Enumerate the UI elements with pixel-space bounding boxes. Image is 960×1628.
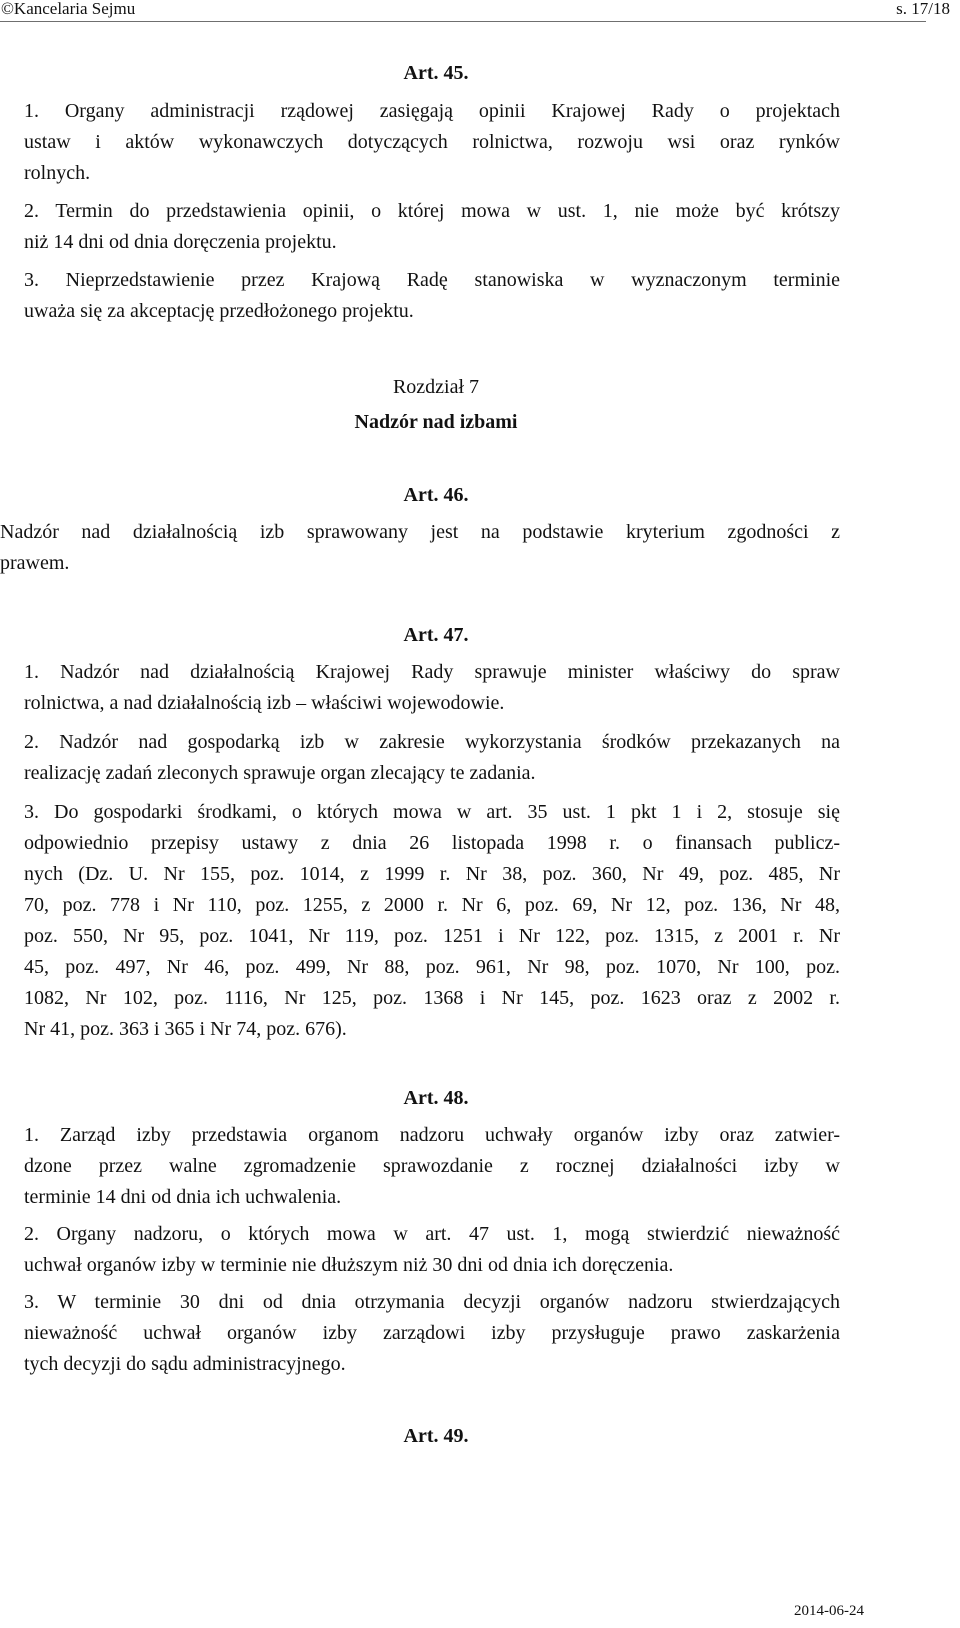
text-line: prawem. (0, 552, 70, 574)
text-line: 3. Do gospodarki środkami, o których mowa w art. 35 ust. 1 pkt 1 i 2, stosuje się (24, 801, 840, 823)
text-line: niż 14 dni od dnia doręczenia projektu. (24, 231, 337, 253)
text-line: uchwał organów izby w terminie nie dłuższym niż 30 dni od dnia ich doręczenia. (24, 1254, 674, 1276)
header-copyright: ©Kancelaria Sejmu (1, 0, 136, 18)
text-line: 1. Organy administracji rządowej zasięgają opinii Krajowej Rady o projektach (24, 100, 840, 122)
text-line: 2. Termin do przedstawienia opinii, o której mowa w ust. 1, nie może być krótszy (24, 200, 840, 222)
text-line: realizację zadań zleconych sprawuje organ zlecający te zadania. (24, 762, 536, 784)
text-line: 3. W terminie 30 dni od dnia otrzymania decyzji organów nadzoru stwierdzających (24, 1291, 840, 1313)
text-line: 45, poz. 497, Nr 46, poz. 499, Nr 88, poz. 961, Nr 98, poz. 1070, Nr 100, poz. (24, 956, 840, 978)
article-47-paragraph-3 (24, 797, 840, 1045)
text-line: odpowiednio przepisy ustawy z dnia 26 listopada 1998 r. o finansach publicz- (24, 832, 840, 854)
article-45-paragraph-3 (24, 265, 840, 327)
text-line: 70, poz. 778 i Nr 110, poz. 1255, z 2000 r. Nr 6, poz. 69, Nr 12, poz. 136, Nr 48, (24, 894, 840, 916)
article-45-paragraph-2 (24, 196, 840, 258)
article-47-title: Art. 47. (403, 624, 469, 646)
text-line: uważa się za akceptację przedłożonego projektu. (24, 300, 414, 322)
text-line: poz. 550, Nr 95, poz. 1041, Nr 119, poz. 1251 i Nr 122, poz. 1315, z 2001 r. Nr (24, 925, 840, 947)
article-49-title: Art. 49. (403, 1425, 469, 1447)
text-line: 2. Organy nadzoru, o których mowa w art. 47 ust. 1, mogą stwierdzić nieważność (24, 1223, 840, 1245)
page-header (0, 0, 960, 22)
article-48-paragraph-3 (24, 1287, 840, 1380)
text-line: Nadzór nad działalnością izb sprawowany jest na podstawie kryterium zgodności z (0, 521, 840, 543)
article-46-paragraph (0, 517, 840, 579)
text-line: nych (Dz. U. Nr 155, poz. 1014, z 1999 r. Nr 38, poz. 360, Nr 49, poz. 485, Nr (24, 863, 840, 885)
text-line: 2. Nadzór nad gospodarką izb w zakresie wykorzystania środków przekazanych na (24, 731, 840, 753)
text-line: 3. Nieprzedstawienie przez Krajową Radę stanowiska w wyznaczonym terminie (24, 269, 840, 291)
text-line: tych decyzji do sądu administracyjnego. (24, 1353, 346, 1375)
article-48-paragraph-2 (24, 1219, 840, 1281)
chapter-label: Rozdział 7 (392, 376, 480, 398)
text-line: Nr 41, poz. 363 i 365 i Nr 74, poz. 676). (24, 1018, 347, 1040)
article-45-paragraph-1 (24, 96, 840, 189)
header-divider (0, 21, 926, 22)
article-46-title: Art. 46. (403, 484, 469, 506)
text-line: 1. Zarząd izby przedstawia organom nadzoru uchwały organów izby oraz zatwier- (24, 1124, 840, 1146)
footer-date: 2014-06-24 (794, 1603, 864, 1619)
text-line: dzone przez walne zgromadzenie sprawozdanie z rocznej działalności izby w (24, 1155, 840, 1177)
text-line: nieważność uchwał organów izby zarządowi izby przysługuje prawo zaskarżenia (24, 1322, 840, 1344)
article-45-title: Art. 45. (403, 62, 469, 84)
text-line: 1. Nadzór nad działalnością Krajowej Rady sprawuje minister właściwy do spraw (24, 661, 840, 683)
article-47-paragraph-2 (24, 727, 840, 789)
chapter-title: Nadzór nad izbami (354, 411, 518, 433)
article-48-paragraph-1 (24, 1120, 840, 1213)
text-line: rolnych. (24, 162, 91, 184)
text-line: ustaw i aktów wykonawczych dotyczących rolnictwa, rozwoju wsi oraz rynków (24, 131, 840, 153)
text-line: rolnictwa, a nad działalnością izb – właściwi wojewodowie. (24, 692, 505, 714)
text-line: terminie 14 dni od dnia ich uchwalenia. (24, 1186, 342, 1208)
header-page-number: s. 17/18 (896, 0, 950, 18)
article-47-paragraph-1 (24, 657, 840, 719)
article-48-title: Art. 48. (403, 1087, 469, 1109)
text-line: 1082, Nr 102, poz. 1116, Nr 125, poz. 1368 i Nr 145, poz. 1623 oraz z 2002 r. (24, 987, 840, 1009)
